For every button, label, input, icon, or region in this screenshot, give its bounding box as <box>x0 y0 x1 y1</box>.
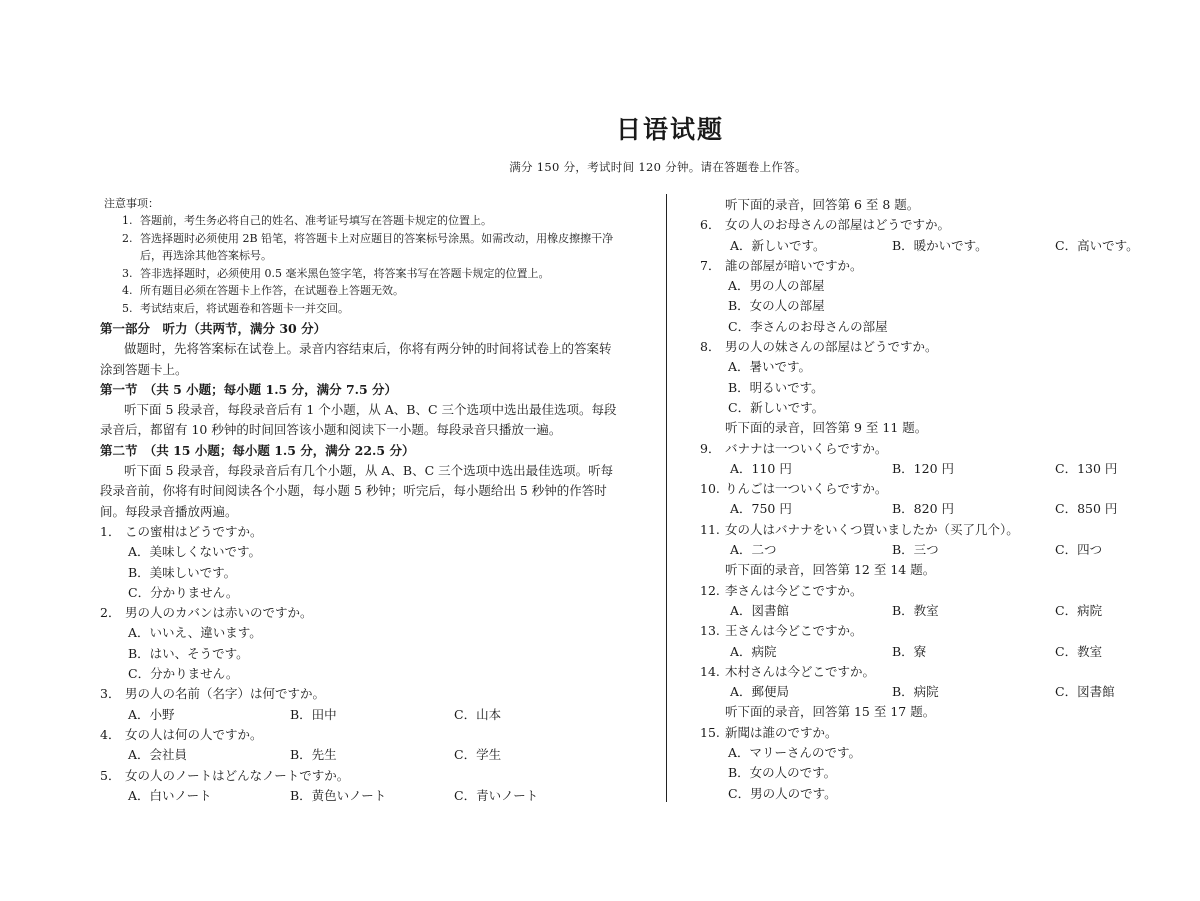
option: C．教室 <box>1055 643 1103 659</box>
option: A．郵便局 <box>730 684 790 700</box>
option: C．病院 <box>1055 602 1103 618</box>
section1-heading: 第一节 （共 5 小题；每小题 1.5 分，满分 7.5 分） <box>100 381 398 397</box>
question-10: 10. りんごは一ついくらですか。 <box>700 481 888 497</box>
question-3: 3． 男の人の名前（名字）は何ですか。 <box>100 686 326 702</box>
group-instruction: 听下面的录音，回答第 6 至 8 题。 <box>725 197 920 212</box>
page-title: 日语试题 <box>615 115 724 144</box>
option: A．マリーさんのです。 <box>728 745 862 761</box>
option: B．暖かいです。 <box>892 237 988 253</box>
option: A．小野 <box>128 706 175 722</box>
option: B．病院 <box>892 684 939 700</box>
question-7: 7． 誰の部屋が暗いですか。 <box>700 257 863 273</box>
option: C．四つ <box>1055 542 1103 558</box>
question-4: 4． 女の人は何の人ですか。 <box>100 726 263 742</box>
group-instruction: 听下面的录音，回答第 9 至 11 题。 <box>725 420 928 436</box>
option: C．分かりません。 <box>128 584 239 600</box>
question-8: 8． 男の人の妹さんの部屋はどうですか。 <box>700 339 938 355</box>
notice-heading: 注意事项： <box>104 197 159 210</box>
notice-item: 1. 答题前，考生务必将自己的姓名、准考证号填写在答题卡规定的位置上。 <box>122 214 492 227</box>
question-6: 6． 女の人のお母さんの部屋はどうですか。 <box>700 217 951 233</box>
part1-heading: 第一部分 听力（共两节，满分 30 分） <box>100 321 327 336</box>
option: C．学生 <box>454 747 502 763</box>
option: B．田中 <box>290 706 337 722</box>
option-row <box>700 236 1160 256</box>
right-column <box>700 195 1160 804</box>
option: A．男の人の部屋 <box>728 278 825 294</box>
option: B．120 円 <box>892 460 955 476</box>
option: C．新しいです。 <box>728 399 825 415</box>
option: C．850 円 <box>1055 501 1118 517</box>
question-12: 12. 李さんは今どこですか。 <box>700 582 863 598</box>
option: C．図書館 <box>1055 684 1115 700</box>
option: A．白いノート <box>128 787 212 803</box>
option: B．はい、そうです。 <box>128 645 249 661</box>
option: A．暑いです。 <box>728 359 812 375</box>
group-instruction: 听下面的录音，回答第 15 至 17 题。 <box>725 704 936 720</box>
option-row <box>100 705 622 725</box>
option: B．先生 <box>290 747 337 763</box>
option: A．美味しくないです。 <box>128 544 262 560</box>
option: C．山本 <box>454 706 502 722</box>
notice-item: 3. 答非选择题时，必须使用 0.5 毫米黑色签字笔，将答案书写在答题卡规定的位置上。 <box>122 266 550 280</box>
option: A．病院 <box>730 643 777 659</box>
option-row <box>700 601 1160 621</box>
option: B．寮 <box>892 643 927 659</box>
exam-instructions-line: 满分 150 分，考试时间 120 分钟。请在答题卷上作答。 <box>509 160 807 174</box>
option: A．図書館 <box>730 602 790 618</box>
question-2: 2． 男の人のカバンは赤いのですか。 <box>100 605 313 621</box>
question-14: 14. 木村さんは今どこですか。 <box>700 663 876 679</box>
notice-item: 2. 答选择题时必须使用 2B 铅笔，将答题卡上对应题目的答案标号涂黑。如需改动，用橡皮擦擦干净后，再选涂其他答案标号。 <box>122 231 614 262</box>
option: B．明るいです。 <box>728 379 824 395</box>
option: A．750 円 <box>730 501 792 517</box>
question-1: 1． この蜜柑はどうですか。 <box>100 523 263 539</box>
option: A．新しいです。 <box>730 237 826 253</box>
option: B．教室 <box>892 602 939 618</box>
option: C．分かりません。 <box>128 666 239 682</box>
option: A．いいえ、違います。 <box>128 625 262 641</box>
option: B．黄色いノート <box>290 787 387 803</box>
option-row <box>700 499 1160 519</box>
question-13: 13. 王さんは今どこですか。 <box>700 623 863 639</box>
option: B．820 円 <box>892 501 955 517</box>
section1-text: 听下面 5 段录音，每段录音后有 1 个小题，从 A、B、C 三个选项中选出最佳选项。每段录音后，都留有 10 秒钟的时间回答该小题和阅读下一小题。每段录音只播放一遍。 <box>100 402 617 438</box>
option: B．女の人の部屋 <box>728 298 825 314</box>
option: A．110 円 <box>730 460 792 476</box>
option: A．会社員 <box>128 747 188 763</box>
option-row <box>700 642 1160 662</box>
option-row <box>700 459 1160 479</box>
option-row <box>100 786 622 806</box>
group-instruction: 听下面的录音，回答第 12 至 14 题。 <box>725 562 936 578</box>
question-9: 9． バナナは一ついくらですか。 <box>700 440 888 456</box>
question-11: 11. 女の人はバナナをいくつ買いましたか（买了几个）。 <box>700 521 1019 537</box>
notice-item: 4. 所有题目必须在答题卡上作答，在试题卷上答题无效。 <box>122 284 404 297</box>
option: C．男の人のです。 <box>728 785 837 801</box>
option: C．高いです。 <box>1055 237 1139 253</box>
option: B．女の人のです。 <box>728 765 837 781</box>
option: C．130 円 <box>1055 460 1118 476</box>
column-divider <box>666 194 667 802</box>
option: B．三つ <box>892 542 939 558</box>
left-column <box>100 195 622 806</box>
section2-text: 听下面 5 段录音，每段录音后有几个小题，从 A、B、C 三个选项中选出最佳选项。听每段录音前，你将有时间阅读各个小题，每小题 5 秒钟；听完后，每小题给出 5 秒钟的作答时间。每段录音播放两遍。 <box>100 463 614 519</box>
option: B．美味しいです。 <box>128 564 237 580</box>
section2-heading: 第二节 （共 15 小题；每小题 1.5 分，满分 22.5 分） <box>100 442 415 458</box>
option-row <box>700 682 1160 702</box>
part1-intro: 做题时，先将答案标在试卷上。录音内容结束后，你将有两分钟的时间将试卷上的答案转涂到答题卡上。 <box>100 341 612 377</box>
option: C．李さんのお母さんの部屋 <box>728 318 888 334</box>
option: A．二つ <box>730 542 777 558</box>
question-5: 5． 女の人のノートはどんなノートですか。 <box>100 767 350 783</box>
option-row <box>100 745 622 765</box>
option: C．青いノート <box>454 787 539 803</box>
question-15: 15. 新聞は誰のですか。 <box>700 724 838 740</box>
notice-item: 5. 考试结束后，将试题卷和答题卡一并交回。 <box>122 301 349 315</box>
option-row <box>700 540 1160 560</box>
